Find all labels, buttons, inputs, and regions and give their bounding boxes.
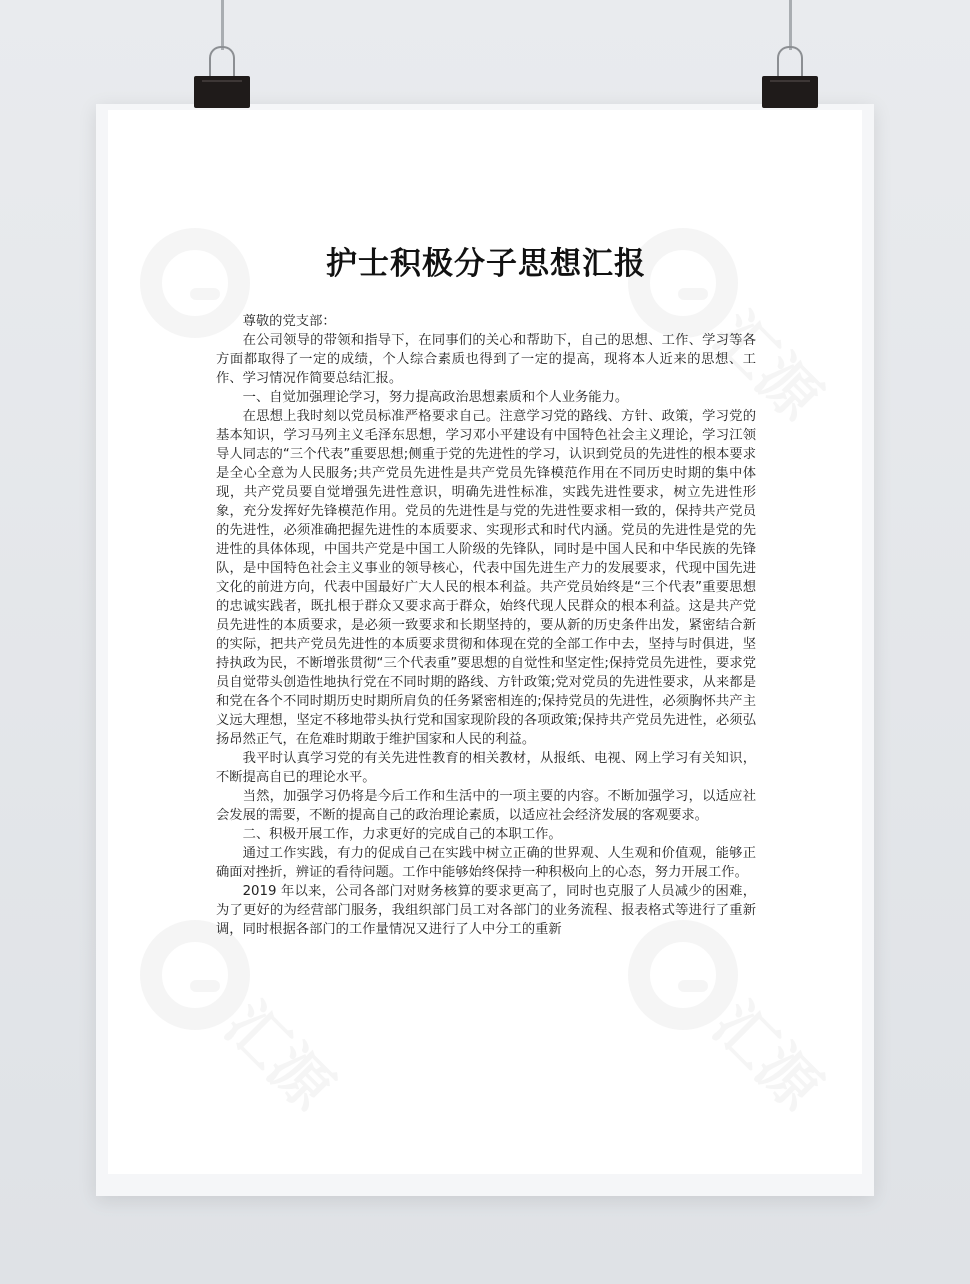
binder-clip-right-icon (762, 76, 818, 108)
binder-clip-handle-right (777, 46, 803, 78)
document-content (216, 238, 756, 939)
paragraph: 在思想上我时刻以党员标准严格要求自己。注意学习党的路线、方针、政策，学习党的基本知识，学习马列主义毛泽东思想，学习邓小平建设有中国特色社会主义理论，学习江领导人同志的“三个代表”重要思想;侧重于党的先进性的学习，认识到党员的先进性的根本要求是全心全意为人民服务;共产党员先进性是共产党员先锋模范作用在不同历史时期的集中体现，共产党员要自觉增强先进性意识，明确先进性标准，实践先进性要求，树立先进性形象，充分发挥好先锋模范作用。党员的先进性是与党的先进性要求相一致的，保持共产党员的先进性，必须准确把握先进性的本质要求、实现形式和时代内涵。党员的先进性是党的先进性的具体体现，中国共产党是中国工人阶级的先锋队，同时是中国人民和中华民族的先锋队，是中国特色社会主义事业的领导核心，代表中国先进生产力的发展要求，代现中国先进文化的前进方向，代表中国最好广大人民的根本利益。共产党员始终是“三个代表”重要思想的忠诚实践者，既扎根于群众又要求高于群众，始终代现人民群众的根本利益。这是共产党员先进性的本质要求，是必须一致要求和长期坚持的，要从新的历史条件出发，紧密结合新的实际，把共产党员先进性的本质要求贯彻和体现在党的全部工作中去，坚持与时俱进，坚持执政为民，不断增张贯彻“三个代表重”要思想的自觉性和坚定性;保持党员先进性，要求党员自觉带头创造性地执行党在不同时期的路线、方针政策;党对党员的先进性要求，从来都是和党在各个不同时期历史时期所肩负的任务紧密相连的;保持党员的先进性，必须胸怀共产主义远大理想，坚定不移地带头执行党和国家现阶段的各项政策;保持共产党员先进性，必须弘扬昂然正气，在危难时期敢于维护国家和人民的利益。 (216, 409, 756, 747)
paragraph: 通过工作实践，有力的促成自己在实践中树立正确的世界观、人生观和价值观，能够正确面对挫折，辨证的看待问题。工作中能够始终保持一种积极向上的心态，努力开展工作。 (216, 846, 756, 880)
section-heading: 二、积极开展工作，力求更好的完成自己的本职工作。 (242, 827, 562, 842)
section-heading: 一、自觉加强理论学习，努力提高政治思想素质和个人业务能力。 (242, 390, 629, 405)
paragraph: 在公司领导的带领和指导下，在同事们的关心和帮助下，自己的思想、工作、学习等各方面都取得了一定的成绩，个人综合素质也得到了一定的提高，现将本人近来的思想、工作、学习情况作简要总结汇报。 (216, 333, 756, 386)
binder-clip-handle-left (209, 46, 235, 78)
binder-clip-left-icon (194, 76, 250, 108)
hanging-wire-left (221, 0, 224, 50)
hanging-wire-right (789, 0, 792, 50)
document-body (216, 312, 756, 939)
paragraph: 2019 年以来，公司各部门对财务核算的要求更高了，同时也克服了人员减少的困难，为了更好的为经营部门服务，我组织部门员工对各部门的业务流程、报表格式等进行了重新调，同时根据各部门的工作量情况又进行了人中分工的重新 (216, 884, 756, 937)
salutation: 尊敬的党支部： (242, 314, 336, 329)
paragraph: 我平时认真学习党的有关先进性教育的相关教材，从报纸、电视、网上学习有关知识，不断提高自已的理论水平。 (216, 751, 756, 785)
document-title: 护士积极分子思想汇报 (326, 246, 646, 282)
paragraph: 当然，加强学习仍将是今后工作和生活中的一项主要的内容。不断加强学习，以适应社会发展的需要，不断的提高自己的政治理论素质，以适应社会经济发展的客观要求。 (216, 789, 756, 823)
